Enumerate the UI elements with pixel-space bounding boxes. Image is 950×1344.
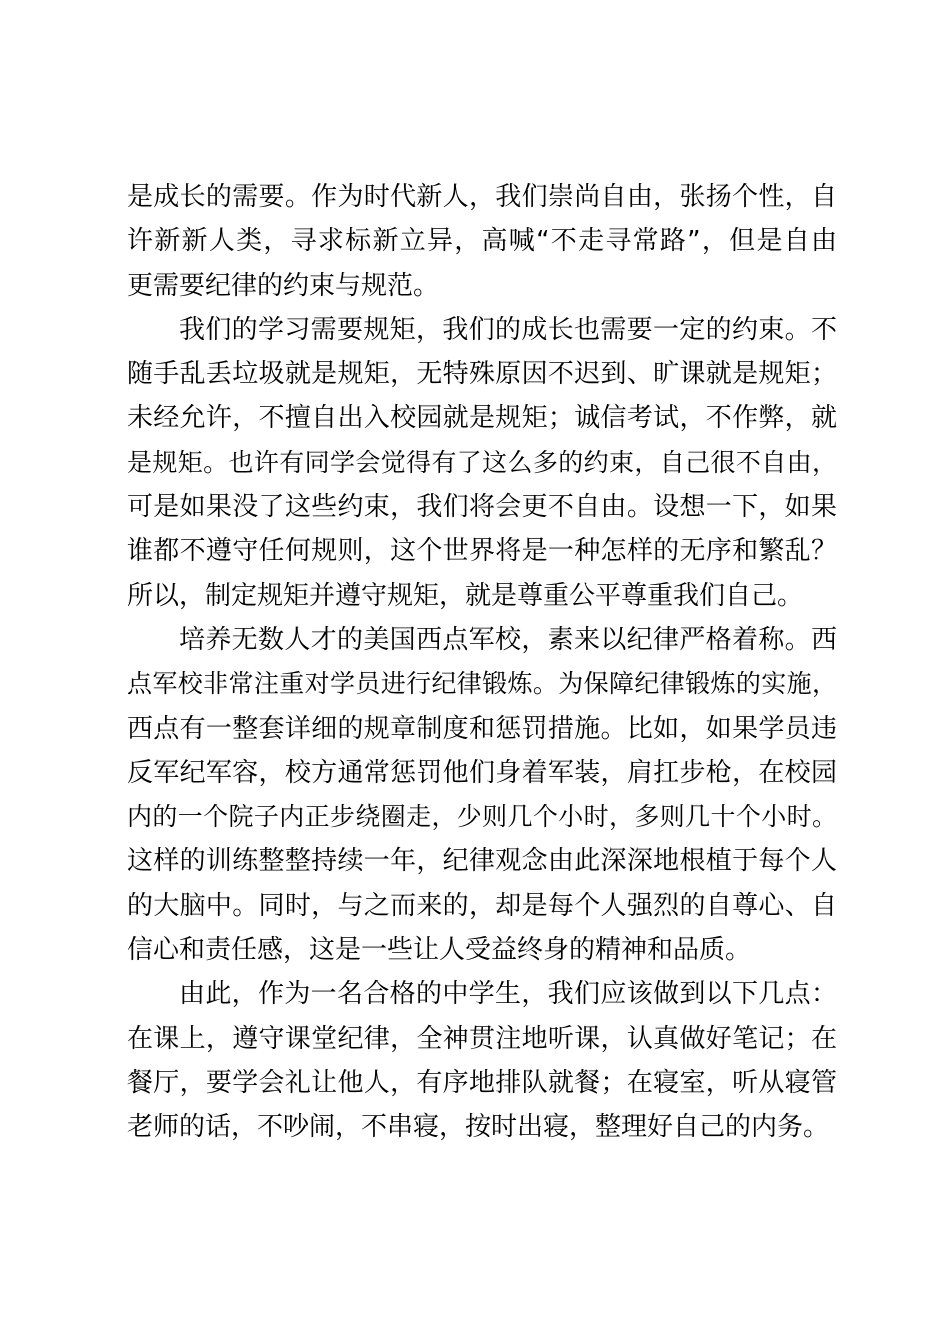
text-line: 所以，制定规矩并遵守规矩，就是尊重公平尊重我们自己。 (127, 580, 804, 611)
text-line: 谁都不遵守任何规则，这个世界将是一种怎样的无序和繁乱？ (127, 536, 837, 567)
text-line: 西点有一整套详细的规章制度和惩罚措施。比如，如果学员违 (127, 713, 837, 744)
text-line: 点军校非常注重对学员进行纪律锻炼。为保障纪律锻炼的实施， (127, 669, 837, 699)
text-line: 老师的话，不吵闹，不串寝，按时出寝，整理好自己的内务。 (127, 1112, 830, 1143)
text-line: 我们的学习需要规矩，我们的成长也需要一定的约束。不 (179, 314, 837, 345)
text-line: 更需要纪律的约束与规范。 (127, 270, 440, 301)
text-line: 培养无数人才的美国西点军校，素来以纪律严格着称。西 (179, 624, 837, 655)
text-line: 许新新人类，寻求标新立异，高喊“不走寻常路”，但是自由 (127, 226, 837, 257)
text-line: 信心和责任感，这是一些让人受益终身的精神和品质。 (127, 935, 752, 966)
text-line: 是规矩。也许有同学会觉得有了这么多的约束，自己很不自由， (127, 447, 837, 477)
text-line: 餐厅，要学会礼让他人，有序地排队就餐；在寝室，听从寝管 (127, 1067, 837, 1098)
text-line: 可是如果没了这些约束，我们将会更不自由。设想一下，如果 (127, 492, 837, 523)
text-line: 是成长的需要。作为时代新人，我们崇尚自由，张扬个性，自 (127, 182, 837, 212)
text-line: 由此，作为一名合格的中学生，我们应该做到以下几点： (179, 979, 837, 1010)
text-line: 这样的训练整整持续一年，纪律观念由此深深地根植于每个人 (127, 846, 837, 877)
body-text (127, 175, 837, 1150)
text-line: 内的一个院子内正步绕圈走，少则几个小时，多则几十个小时。 (127, 802, 837, 832)
text-line: 反军纪军容，校方通常惩罚他们身着军装，肩扛步枪，在校园 (127, 757, 837, 788)
text-line: 在课上，遵守课堂纪律，全神贯注地听课，认真做好笔记；在 (127, 1023, 837, 1054)
text-line: 的大脑中。同时，与之而来的，却是每个人强烈的自尊心、自 (127, 890, 837, 921)
text-line: 未经允许，不擅自出入校园就是规矩；诚信考试，不作弊，就 (127, 403, 837, 434)
text-line: 随手乱丢垃圾就是规矩，无特殊原因不迟到、旷课就是规矩； (127, 359, 837, 390)
